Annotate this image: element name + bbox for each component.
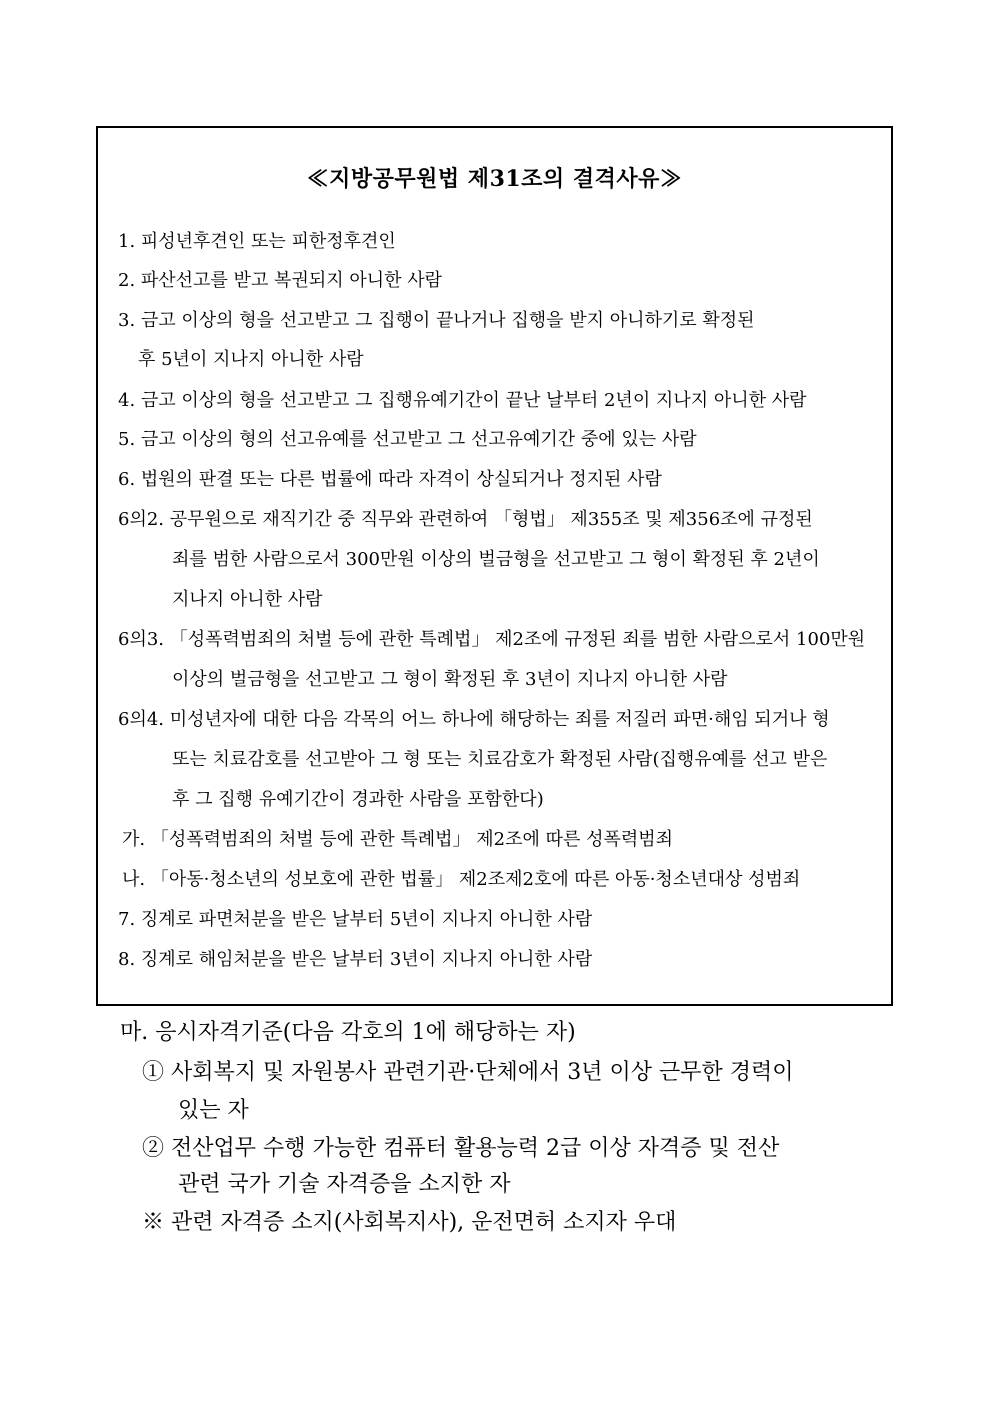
disqualification-box bbox=[96, 126, 893, 1006]
item-1: 1. 피성년후견인 또는 피한정후견인 bbox=[118, 231, 396, 252]
item-6-2-cont-2: 지나지 아니한 사람 bbox=[172, 589, 323, 610]
item-4: 4. 금고 이상의 형을 선고받고 그 집행유예기간이 끝난 날부터 2년이 지나지 아니한 사람 bbox=[118, 390, 807, 411]
item-6-3-cont: 이상의 벌금형을 선고받고 그 형이 확정된 후 3년이 지나지 아니한 사람 bbox=[172, 669, 728, 690]
item-6-4-cont-2: 후 그 집행 유예기간이 경과한 사람을 포함한다) bbox=[172, 789, 544, 810]
item-5: 5. 금고 이상의 형의 선고유예를 선고받고 그 선고유예기간 중에 있는 사람 bbox=[118, 429, 697, 450]
item-6-4: 6의4. 미성년자에 대한 다음 각목의 어느 하나에 해당하는 죄를 저질러 파면·해임 되거나 형 bbox=[118, 709, 830, 730]
item-8: 8. 징계로 해임처분을 받은 날부터 3년이 지나지 아니한 사람 bbox=[118, 949, 593, 970]
item-6-2: 6의2. 공무원으로 재직기간 중 직무와 관련하여 「형법」 제355조 및 제356조에 규정된 bbox=[118, 509, 813, 530]
qualification-item-2-cont: 관련 국가 기술 자격증을 소지한 자 bbox=[178, 1172, 511, 1197]
item-3: 3. 금고 이상의 형을 선고받고 그 집행이 끝나거나 집행을 받지 아니하기로 확정된 bbox=[118, 310, 755, 331]
qualification-note: ※ 관련 자격증 소지(사회복지사), 운전면허 소지자 우대 bbox=[142, 1210, 677, 1235]
item-3-cont: 후 5년이 지나지 아니한 사람 bbox=[138, 349, 364, 370]
item-6-4-na: 나. 「아동·청소년의 성보호에 관한 법률」 제2조제2호에 따른 아동·청소년대상 성범죄 bbox=[122, 869, 801, 890]
item-7: 7. 징계로 파면처분을 받은 날부터 5년이 지나지 아니한 사람 bbox=[118, 909, 593, 930]
item-6-2-cont-1: 죄를 범한 사람으로서 300만원 이상의 벌금형을 선고받고 그 형이 확정된 후 2년이 bbox=[172, 549, 820, 570]
qualification-item-1: ① 사회복지 및 자원봉사 관련기관·단체에서 3년 이상 근무한 경력이 bbox=[142, 1060, 794, 1085]
qualification-item-2: ② 전산업무 수행 가능한 컴퓨터 활용능력 2급 이상 자격증 및 전산 bbox=[142, 1136, 780, 1161]
qualification-heading: 마. 응시자격기준(다음 각호의 1에 해당하는 자) bbox=[120, 1020, 576, 1045]
box-title: ≪지방공무원법 제31조의 결격사유≫ bbox=[306, 166, 683, 192]
item-6-4-ga: 가. 「성폭력범죄의 처벌 등에 관한 특례법」 제2조에 따른 성폭력범죄 bbox=[122, 829, 674, 850]
item-6-3: 6의3. 「성폭력범죄의 처벌 등에 관한 특례법」 제2조에 규정된 죄를 범한 사람으로서 100만원 bbox=[118, 629, 866, 650]
qualification-item-1-cont: 있는 자 bbox=[178, 1098, 249, 1123]
item-6: 6. 법원의 판결 또는 다른 법률에 따라 자격이 상실되거나 정지된 사람 bbox=[118, 469, 662, 490]
item-2: 2. 파산선고를 받고 복권되지 아니한 사람 bbox=[118, 270, 442, 291]
item-6-4-cont-1: 또는 치료감호를 선고받아 그 형 또는 치료감호가 확정된 사람(집행유예를 선고 받은 bbox=[172, 749, 828, 770]
